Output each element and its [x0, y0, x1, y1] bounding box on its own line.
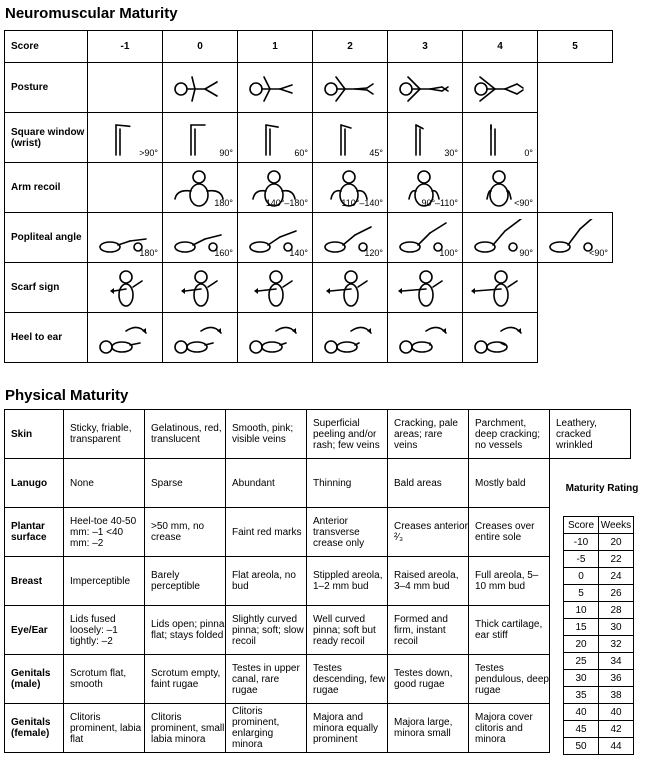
weeks-value: 42	[599, 721, 634, 738]
criteria-cell: Clitoris prominent, small labia minora	[145, 704, 226, 753]
row-label: Posture	[5, 63, 88, 113]
empty-cell	[88, 163, 163, 213]
square-window-cell	[313, 113, 388, 163]
criteria-cell: None	[64, 459, 145, 508]
empty-cell	[538, 263, 613, 313]
row-label: Breast	[5, 557, 64, 606]
weeks-value: 34	[599, 653, 634, 670]
posture-cell	[313, 63, 388, 113]
row-label: Scarf sign	[5, 263, 88, 313]
criteria-cell: Sticky, friable, transparent	[64, 410, 145, 459]
empty-cell	[538, 113, 613, 163]
square-window-cell	[463, 113, 538, 163]
weeks-value: 44	[599, 738, 634, 755]
criteria-cell: Sparse	[145, 459, 226, 508]
row-label: Popliteal angle	[5, 213, 88, 263]
empty-cell	[88, 63, 163, 113]
criteria-cell: >50 mm, no crease	[145, 508, 226, 557]
row-label: Heel to ear	[5, 313, 88, 363]
criteria-cell: Testes descending, few rugae	[307, 655, 388, 704]
maturity-header: Weeks	[599, 517, 634, 534]
score-column-header: 2	[313, 31, 388, 63]
criteria-cell: Barely perceptible	[145, 557, 226, 606]
posture-cell	[463, 63, 538, 113]
angle-label: 45°	[369, 148, 383, 158]
criteria-cell: Abundant	[226, 459, 307, 508]
physical-title: Physical Maturity	[5, 387, 129, 404]
empty-cell	[538, 163, 613, 213]
score-value: 0	[564, 568, 599, 585]
angle-label: 180°	[214, 198, 233, 208]
criteria-cell: Majora and minora equally prominent	[307, 704, 388, 753]
criteria-cell: Testes in upper canal, rare rugae	[226, 655, 307, 704]
posture-cell	[388, 63, 463, 113]
row-label: Arm recoil	[5, 163, 88, 213]
scarf-cell	[238, 263, 313, 313]
posture-icon	[471, 69, 529, 109]
empty-cell	[538, 313, 613, 363]
arm-recoil-cell	[463, 163, 538, 213]
scarf-cell	[163, 263, 238, 313]
maturity-header: Score	[564, 517, 599, 534]
physical-table	[4, 409, 631, 753]
arm-recoil-cell	[388, 163, 463, 213]
score-value: 10	[564, 602, 599, 619]
score-value: -5	[564, 551, 599, 568]
row-label: Eye/Ear	[5, 606, 64, 655]
angle-label: 140°–180°	[265, 198, 308, 208]
neuromuscular-title: Neuromuscular Maturity	[5, 5, 178, 22]
square-window-cell	[88, 113, 163, 163]
arm-recoil-cell	[313, 163, 388, 213]
heel-ear-icon	[171, 319, 229, 359]
criteria-cell: Anterior transverse crease only	[307, 508, 388, 557]
criteria-cell: Gelatinous, red, translucent	[145, 410, 226, 459]
row-label: Square window (wrist)	[5, 113, 88, 163]
score-value: 5	[564, 585, 599, 602]
weeks-value: 30	[599, 619, 634, 636]
criteria-cell: Creases over entire sole	[469, 508, 550, 557]
criteria-cell: Testes down, good rugae	[388, 655, 469, 704]
angle-label: 120°	[364, 248, 383, 258]
criteria-cell: Flat areola, no bud	[226, 557, 307, 606]
criteria-cell: Full areola, 5–10 mm bud	[469, 557, 550, 606]
criteria-cell: Testes pendulous, deep rugae	[469, 655, 550, 704]
criteria-cell: Mostly bald	[469, 459, 550, 508]
score-value: 45	[564, 721, 599, 738]
scarf-icon	[471, 269, 529, 309]
criteria-cell: Parchment, deep cracking; no vessels	[469, 410, 550, 459]
square-window-icon	[471, 119, 529, 159]
heel-ear-icon	[321, 319, 379, 359]
angle-label: 30°	[444, 148, 458, 158]
row-label: Lanugo	[5, 459, 64, 508]
posture-cell	[238, 63, 313, 113]
criteria-cell: Bald areas	[388, 459, 469, 508]
criteria-cell: Majora cover clitoris and minora	[469, 704, 550, 753]
heel-ear-cell	[463, 313, 538, 363]
angle-label: >90°	[139, 148, 158, 158]
maturity-rating-table	[563, 516, 634, 755]
arm-recoil-cell	[163, 163, 238, 213]
square-window-cell	[388, 113, 463, 163]
popliteal-cell	[88, 213, 163, 263]
posture-icon	[246, 69, 304, 109]
angle-label: 60°	[294, 148, 308, 158]
scarf-cell	[313, 263, 388, 313]
criteria-cell: Stippled areola, 1–2 mm bud	[307, 557, 388, 606]
weeks-value: 36	[599, 670, 634, 687]
row-label: Genitals (male)	[5, 655, 64, 704]
criteria-cell: Well curved pinna; soft but ready recoil	[307, 606, 388, 655]
score-value: -10	[564, 534, 599, 551]
popliteal-cell	[388, 213, 463, 263]
criteria-cell: Lids open; pinna flat; stays folded	[145, 606, 226, 655]
scarf-icon	[96, 269, 154, 309]
scarf-icon	[171, 269, 229, 309]
criteria-cell: Imperceptible	[64, 557, 145, 606]
heel-ear-cell	[238, 313, 313, 363]
scarf-cell	[463, 263, 538, 313]
criteria-cell: Scrotum flat, smooth	[64, 655, 145, 704]
angle-label: 100°	[439, 248, 458, 258]
weeks-value: 28	[599, 602, 634, 619]
criteria-cell: Thinning	[307, 459, 388, 508]
score-column-header: -1	[88, 31, 163, 63]
row-label: Skin	[5, 410, 64, 459]
square-window-cell	[163, 113, 238, 163]
score-value: 30	[564, 670, 599, 687]
scarf-icon	[321, 269, 379, 309]
heel-ear-icon	[96, 319, 154, 359]
criteria-cell: Formed and firm, instant recoil	[388, 606, 469, 655]
angle-label: 90°–110°	[421, 198, 458, 208]
angle-label: 160°	[214, 248, 233, 258]
row-label: Plantar surface	[5, 508, 64, 557]
weeks-value: 38	[599, 687, 634, 704]
maturity-rating-title: Maturity Rating	[565, 483, 639, 494]
score-value: 25	[564, 653, 599, 670]
arm-recoil-cell	[238, 163, 313, 213]
heel-ear-icon	[471, 319, 529, 359]
empty-cell	[538, 63, 613, 113]
criteria-cell: Heel-toe 40-50 mm: –1 <40 mm: –2	[64, 508, 145, 557]
score-header: Score	[5, 31, 88, 63]
score-value: 20	[564, 636, 599, 653]
criteria-cell: Creases anterior ²⁄₃	[388, 508, 469, 557]
posture-icon	[171, 69, 229, 109]
posture-cell	[163, 63, 238, 113]
angle-label: 180°	[139, 248, 158, 258]
score-value: 50	[564, 738, 599, 755]
weeks-value: 20	[599, 534, 634, 551]
weeks-value: 26	[599, 585, 634, 602]
score-column-header: 1	[238, 31, 313, 63]
criteria-cell: Majora large, minora small	[388, 704, 469, 753]
heel-ear-cell	[388, 313, 463, 363]
popliteal-cell	[538, 213, 613, 263]
criteria-cell: Raised areola, 3–4 mm bud	[388, 557, 469, 606]
score-value: 15	[564, 619, 599, 636]
criteria-cell: Cracking, pale areas; rare veins	[388, 410, 469, 459]
posture-icon	[321, 69, 379, 109]
weeks-value: 32	[599, 636, 634, 653]
angle-label: 110°–140°	[341, 198, 383, 208]
angle-label: 140°	[289, 248, 308, 258]
criteria-cell: Slightly curved pinna; soft; slow recoil	[226, 606, 307, 655]
angle-label: 0°	[524, 148, 533, 158]
heel-ear-icon	[246, 319, 304, 359]
square-window-cell	[238, 113, 313, 163]
criteria-cell: Leathery, cracked wrinkled	[550, 410, 631, 459]
popliteal-cell	[238, 213, 313, 263]
heel-ear-cell	[163, 313, 238, 363]
heel-ear-cell	[313, 313, 388, 363]
score-column-header: 4	[463, 31, 538, 63]
heel-ear-cell	[88, 313, 163, 363]
heel-ear-icon	[396, 319, 454, 359]
weeks-value: 40	[599, 704, 634, 721]
posture-icon	[396, 69, 454, 109]
angle-label: <90°	[589, 248, 608, 258]
criteria-cell: Lids fused loosely: –1 tightly: –2	[64, 606, 145, 655]
criteria-cell: Clitoris prominent, enlarging minora	[226, 704, 307, 753]
criteria-cell: Smooth, pink; visible veins	[226, 410, 307, 459]
popliteal-cell	[313, 213, 388, 263]
neuromuscular-table	[4, 30, 613, 363]
score-column-header: 0	[163, 31, 238, 63]
popliteal-cell	[463, 213, 538, 263]
score-column-header: 3	[388, 31, 463, 63]
scarf-cell	[88, 263, 163, 313]
scarf-cell	[388, 263, 463, 313]
score-value: 35	[564, 687, 599, 704]
criteria-cell: Thick cartilage, ear stiff	[469, 606, 550, 655]
score-value: 40	[564, 704, 599, 721]
popliteal-cell	[163, 213, 238, 263]
angle-label: 90°	[219, 148, 233, 158]
criteria-cell: Superficial peeling and/or rash; few veins	[307, 410, 388, 459]
scarf-icon	[396, 269, 454, 309]
criteria-cell: Clitoris prominent, labia flat	[64, 704, 145, 753]
score-column-header: 5	[538, 31, 613, 63]
scarf-icon	[246, 269, 304, 309]
criteria-cell: Faint red marks	[226, 508, 307, 557]
angle-label: 90°	[519, 248, 533, 258]
weeks-value: 24	[599, 568, 634, 585]
criteria-cell: Scrotum empty, faint rugae	[145, 655, 226, 704]
weeks-value: 22	[599, 551, 634, 568]
row-label: Genitals (female)	[5, 704, 64, 753]
angle-label: <90°	[514, 198, 533, 208]
